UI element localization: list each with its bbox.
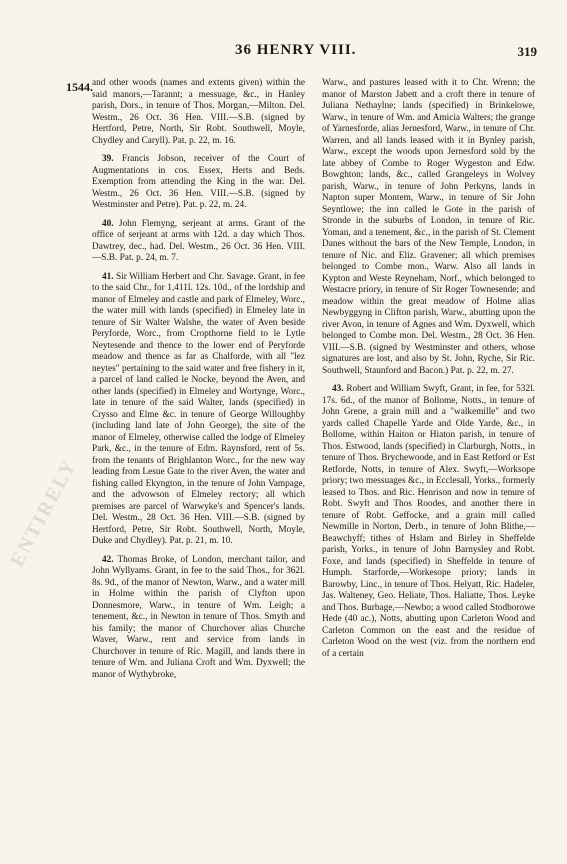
entry-paragraph xyxy=(92,78,305,147)
entry-text: Sir William Herbert and Chr. Savage. Grant, in fee to the said Chr., for 1,411l. 12s. 10d., of the lordship and manor of Elmeley and castle and park of Elmeley, Worc., the water mill with lands (specified) in Elmeley late in tenure of Sir Walter Walshe, the water of Aven beside Peryforde, Worc., from Cropthorne field to le Lytle Neytesende and thence to the lower end of Peryforde meadow and thence as far as Chalforde, with all "lez neytes" pertaining to the said water and free fishery in it, a parcel of land called le Nocke, beyond the Aven, and other lands (specified) in Elmeley and Wortynge, Worc., late in tenure of the said Walter, lands (specified) in Crysso and Elme &c. in tenure of George Willoughby (including land late of John George), the site of the manor of Elmeley, otherwise called the lodge of Elmeley Park, &c., in the tenure of Edm. Raynsford, rent of 5s. from the tenants of Brighlanton Worc., for the new way leading from Lesue Gate to the river Aven, the water and fishing called Ekyngton, in the tenure of John Vampage, and the advowson of Elmeley rectory; all which premises are parcel of Warwyke's and Spencer's lands. Del. Westm., 28 Oct. 36 Hen. VIII.—S.B. (signed by Hertford, Petre, Sir Robt. Southwell, North, Moyle, Duke and Chydley). Pat. p. 21, m. 10. xyxy=(92,271,305,546)
entry-number: 39. xyxy=(102,154,114,164)
page-number: 319 xyxy=(517,44,537,59)
entry-text: Warw., and pastures leased with it to Chr. Wrenn; the manor of Marston Jabett and a croft there in tenure of Juliana Nethaylne; lands (specified) in Brinkelowe, Warw., in tenure of Wm. and Amicia Walters; the grange of Yarnesforde, alias Jernesford, Warw., in tenure of Chr. Warren, and all lands leased with it in Bynley parish, Warw., except the woods upon Jernesford sold by the late abbey of Combe to Roger Wygeston and Edw. Bowghton; lands, &c., called Grangeleys in Wolvey parish, Warw., in tenure of John Perkyns, lands in Napton super Montem, Warw., in tenure of Sir John Seyntlowe; the inn called le Gote in the parish of Stronde in the suburbs of London, in tenure of Ric. Yoman, and a tenement, &c., in the parish of St. Clement Danes without the bars of the New Temple, London, in tenure of Nic. and Eliz. Gravener; all which premises belonged to Combe mon., Warw. Also all lands in Kypton and Weste Reyneham, Norf., which belonged to Westacre priory, in tenure of Sir Roger Townesende; and meadow within the great meadow of Holme alias Newbyggyng in Clifton parish, Warw., abutting upon the river Avon, in tenure of Agnes and Wm. Dyxwell, which belonged to Combe mon. Del. Westm., 28 Oct. 36 Hen. VIII.—S.B. (signed by Westminster and others, whose signatures are lost, and also by St. John, Ryche, Sir Ric. Southwell, Staunford and Bacon.) Pat. p. 22, m. 27. xyxy=(322,78,535,376)
entry-paragraph xyxy=(92,219,305,265)
page-header xyxy=(0,42,567,64)
entry-number: 40. xyxy=(102,218,114,229)
entry-paragraph xyxy=(92,154,305,212)
entry-text: John Flemyng, serjeant at arms. Grant of the office of serjeant at arms with 12d. a day which Thos. Dawtrey, dec., had. Del. Westm., 26 Oct. 36 Hen. VIII.—S.B. Pat. p. 24, m. 7. xyxy=(92,218,306,263)
entry-text: Francis Jobson, receiver of the Court of Augmentations in cos. Essex, Herts and Beds. Exemption from attending the King in the war. Del. Westm., 26 Oct. 36 Hen. VIII.—S.B. (signed by Westminster and Petre). Pat. p. 22, m. 24. xyxy=(92,154,306,210)
right-column xyxy=(322,78,535,667)
entry-paragraph xyxy=(92,555,305,682)
entry-number: 43. xyxy=(332,384,344,394)
year-marker: 1544. xyxy=(66,80,93,94)
left-column xyxy=(92,78,305,688)
entry-number: 42. xyxy=(102,554,114,565)
entry-number: 41. xyxy=(102,271,114,282)
entry-paragraph xyxy=(322,78,535,377)
watermark: ENTIRELY xyxy=(6,455,82,571)
entry-text: Thomas Broke, of London, merchant tailor, and John Wyllyams. Grant, in fee to the said Thos., for 362l. 8s. 9d., of the manor of Newton, Warw., and a water mill in Holme within the parish of Clyfton upon Donnesmore, Warw., in tenure of Wm. Leigh; a tenement, &c., in Newton in tenure of Thos. Smyth and his family; the manor of Churchover alias Churche Waver, Warw., rent and service from lands in Churchover in tenure of Ric. Magill, and lands there in tenure of Wm. and Juliana Croft and Wm. Dyxwell; the manor of Wythybroke, xyxy=(92,554,305,680)
entry-text: Robert and William Swyft, Grant, in fee, for 532l. 17s. 6d., of the manor of Bollome, Notts., in tenure of John Grene, a grain mill and a "walkemille" and two yards called Chapelle Yarde and Olde Yarde, &c., in Bollome, within Haiton or Hiaton parish, in tenure of Thos. Estwood, lands (specified) in Clarburgh, Notts., in tenure of Thos. Brychewoode, and in East Retford or Est Retforde, Notts, in tenure of Alex. Swyft,—Worksope priory; two messuages &c., in Ecclesall, Yorks., formerly leased to Thos. and Ric. Henrison and now in tenure of Robt. Swyft and Thos Roodes, and another there in tenure of Robt. Geffocke, and a grain mill called Newmille in Norton, Derb., in tenure of John Blithe,—Beawchyff; tithes of Hslam and Birley in Sheffelde parish, Yorks., in tenure of John Barnysley and Robt. Foxe, and lands (specified) in Sheffelde in tenure of Humph. Starforde,—Workesope priory; lands in Barowby, Linc., in tenure of Thos. Helyatt, Ric. Hadeler, Jas. Walteney, Geo. Heliate, Thos. Haliatte, Thos. Leyke and Thos. Burbage,—Newbo; a wood called Stodborowe Hede (40 ac.), Notts, abutting upon Carleton Wood and Carleton Common on the east and the residue of Carleton Wood on the west (viz. from the northern end of a certain xyxy=(322,384,536,659)
entry-paragraph xyxy=(92,272,305,548)
entry-text: and other woods (names and extents given) within the said manors,—Tarannt; a messuage, &c., in Hanley parish, Dors., in tenure of Thos. Morgan,—Milton. Del. Westm., 26 Oct. 36 Hen. VIII.—S.B. (signed by Hertford, Petre, North, Sir Robt. Southwell, Moyle, Chydley and Caryll). Pat. p. 22, m. 16. xyxy=(92,78,305,146)
running-title: 36 HENRY VIII. xyxy=(235,42,357,58)
entry-paragraph xyxy=(322,384,535,660)
